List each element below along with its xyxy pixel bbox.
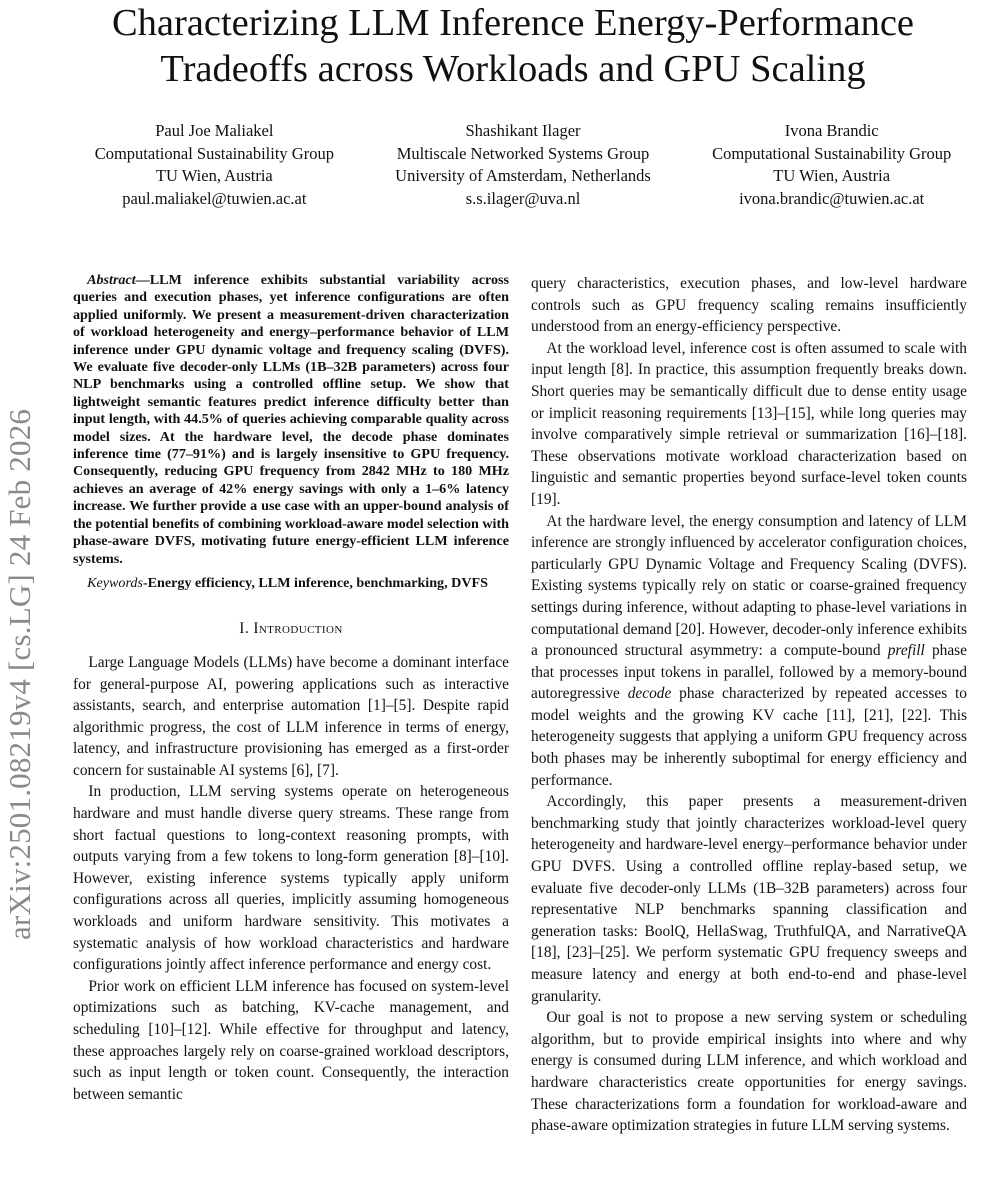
author-2 bbox=[369, 120, 678, 210]
author-name: Shashikant Ilager bbox=[465, 121, 581, 140]
intro-paragraph-5 bbox=[531, 511, 967, 792]
keywords-text: -Energy efficiency, LLM inference, benchmarking, DVFS bbox=[142, 574, 488, 591]
paragraph-text: phase that processes input tokens in parallel, followed by a memory-bound autoregressive bbox=[531, 642, 967, 703]
author-name: Paul Joe Maliakel bbox=[155, 121, 274, 140]
abstract-label: Abstract bbox=[87, 272, 136, 288]
author-affiliation: Multiscale Networked Systems Group bbox=[396, 143, 650, 163]
author-affiliation: Computational Sustainability Group bbox=[712, 143, 952, 163]
intro-paragraph-3-continued: query characteristics, execution phases, and low-level hardware controls such as GPU frequency scaling remains insufficiently understood from an energy-efficiency perspective. bbox=[531, 275, 967, 336]
title-line-1: Characterizing LLM Inference Energy-Performance bbox=[111, 2, 915, 44]
intro-paragraph-4: At the workload level, inference cost is often assumed to scale with input length [8]. In practice, this assumption frequently breaks down. Short queries may be semantically difficult due to dense entity usage or implicit reasoning requirements [13]–[15], while long queries may involve comparatively simple retrieval or summarization [16]–[18]. These observations motivate workload characterization based on linguistic and semantic properties beyond surface-level token counts [19]. bbox=[531, 339, 967, 508]
author-location: TU Wien, Austria bbox=[773, 166, 891, 185]
intro-paragraph-1: Large Language Models (LLMs) have become a dominant interface for general-purpose AI, powering applications such as interactive assistants, search, and enterprise automation [1]–[5]. Despite rapid algorithmic progress, the cost of LLM inference in terms of energy, latency, and infrastructure provisioning has emerged as a first-order concern for sustainable AI systems [6], [7]. bbox=[73, 653, 509, 779]
author-location: TU Wien, Austria bbox=[155, 166, 273, 185]
paragraph-text: At the hardware level, the energy consumption and latency of LLM inference are strongly influenced by accelerator configuration choices, particularly GPU Dynamic Voltage and Frequency Scaling (DVFS). Existing systems typically rely on static or coarse-grained frequency settings during inference, without adapting to phase-level variations in computational demand [20]. However, decoder-only inference exhibits a pronounced structural asymmetry: a compute-bound bbox=[531, 512, 967, 660]
keywords-label: Keywords bbox=[87, 574, 143, 591]
arxiv-identifier-stamp: arXiv:2501.08219v4 [cs.LG] 24 Feb 2026 bbox=[2, 408, 37, 940]
title-line-2: Tradeoffs across Workloads and GPU Scaling bbox=[160, 48, 866, 90]
intro-paragraph-3: Prior work on efficient LLM inference has focused on system-level optimizations such as batching, KV-cache management, and scheduling [10]–[12]. While effective for throughput and latency, these approaches largely rely on coarse-grained workload descriptors, such as input length or token count. Consequently, the interaction between semantic bbox=[73, 977, 509, 1103]
author-1 bbox=[60, 120, 369, 210]
intro-paragraph-6: Accordingly, this paper presents a measurement-driven benchmarking study that jointly characterizes workload-level query heterogeneity and hardware-level energy–performance behavior under GPU DVFS. Using a controlled offline replay-based setup, we evaluate five decoder-only LLMs (1B–32B parameters) across four representative NLP benchmarks spanning classification and generation tasks: BoolQ, HellaSwag, TruthfulQA, and NarrativeQA [18], [23]–[25]. We perform systematic GPU frequency sweeps and measure latency and energy at both end-to-end and phase-level granularity. bbox=[531, 793, 967, 1005]
abstract bbox=[73, 272, 509, 568]
author-name: Ivona Brandic bbox=[784, 121, 879, 140]
author-affiliation: Computational Sustainability Group bbox=[94, 143, 334, 163]
prefill-term: prefill bbox=[887, 642, 925, 660]
author-block bbox=[60, 120, 986, 210]
intro-paragraph-7: Our goal is not to propose a new serving system or scheduling algorithm, but to provide empirical insights into where and why energy is consumed during LLM inference, and which workload and hardware characteristics create opportunities for energy savings. These characterizations form a foundation for workload-aware and phase-aware optimization strategies in future LLM serving systems. bbox=[531, 1009, 967, 1135]
decode-term: decode bbox=[627, 685, 672, 703]
section-heading-introduction: I. Introduction bbox=[239, 620, 343, 638]
author-email: paul.maliakel@tuwien.ac.at bbox=[122, 188, 307, 208]
author-email: s.s.ilager@uva.nl bbox=[465, 188, 581, 208]
intro-paragraph-2: In production, LLM serving systems operate on heterogeneous hardware and must handle diverse query streams. These range from short factual questions to long-context reasoning prompts, with outputs varying from a few tokens to long-form generation [8]–[10]. However, existing inference systems typically apply uniform configurations across all queries, implicitly assuming homogeneous workloads and uniform hardware sensitivity. This motivates a systematic analysis of how workload characteristics and hardware configurations jointly affect inference performance and energy cost. bbox=[73, 783, 509, 974]
abstract-text: —LLM inference exhibits substantial variability across queries and execution phases, yet inference configurations are often applied uniformly. We present a measurement-driven characterization of workload heterogeneity and energy–performance behavior of LLM inference under GPU dynamic voltage and frequency scaling (DVFS). We evaluate five decoder-only LLMs (1B–32B parameters) across four NLP benchmarks using a controlled offline setup. We show that lightweight semantic features predict inference difficulty better than input length, with 44.5% of queries achieving comparable quality across model sizes. At the hardware level, the decode phase dominates inference time (77–91%) and is largely insensitive to GPU frequency. Consequently, reducing GPU frequency from 2842 MHz to 180 MHz achieves an average of 42% energy savings with only a 1–6% latency increase. We further provide a use case with an upper-bound analysis of the potential benefits of combining workload-aware model selection with phase-aware DVFS, motivating future energy-efficient LLM inference systems. bbox=[73, 272, 509, 567]
author-email: ivona.brandic@tuwien.ac.at bbox=[739, 188, 925, 208]
keywords bbox=[73, 575, 509, 592]
author-3 bbox=[677, 120, 986, 210]
left-column bbox=[73, 272, 509, 1105]
paragraph-text: phase characterized by repeated accesses to model weights and the growing KV cache [11], [21], [22]. This heterogeneity suggests that applying a uniform GPU frequency across both phases may be inherently suboptimal for energy efficiency and performance. bbox=[531, 685, 967, 789]
right-column bbox=[531, 273, 967, 1137]
paper-title bbox=[40, 0, 986, 92]
author-location: University of Amsterdam, Netherlands bbox=[395, 166, 651, 185]
